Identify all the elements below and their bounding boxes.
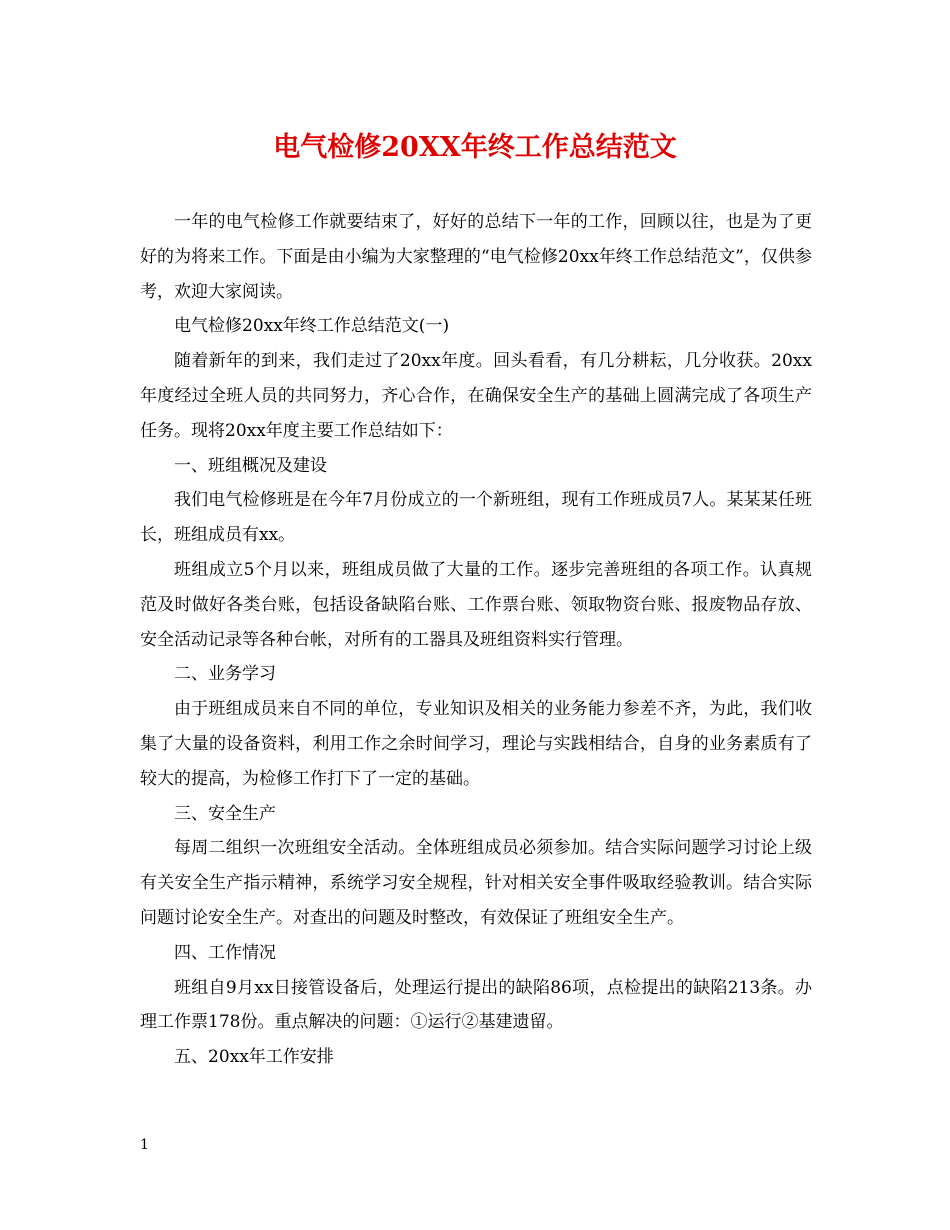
document-body <box>140 205 812 1075</box>
section-heading-work-plan: 五、20xx年工作安排 <box>174 1047 334 1068</box>
section-heading-professional-learning: 二、业务学习 <box>174 664 276 685</box>
professional-learning-paragraph: 由于班组成员来自不同的单位，专业知识及相关的业务能力参差不齐，为此，我们收集了大量的设备资料，利用工作之余时间学习，理论与实践相结合，自身的业务素质有了较大的提高，为检修工作打下了一定的基础。 <box>140 699 812 789</box>
work-status-paragraph: 班组自9月xx日接管设备后，处理运行提出的缺陷86项，点检提出的缺陷213条。办理工作票178份。重点解决的问题：①运行②基建遗留。 <box>140 977 812 1033</box>
section-heading-team-overview: 一、班组概况及建设 <box>174 455 327 476</box>
team-overview-paragraph: 我们电气检修班是在今年7月份成立的一个新班组，现有工作班成员7人。某某某任班长，班组成员有xx。 <box>140 490 812 546</box>
section-heading-work-status: 四、工作情况 <box>174 942 276 963</box>
document-title: 电气检修20XX年终工作总结范文 <box>273 132 677 163</box>
section-heading-safety-production: 三、安全生产 <box>174 803 276 824</box>
page-number: 1 <box>140 1137 149 1153</box>
overview-paragraph: 随着新年的到来，我们走过了20xx年度。回头看看，有几分耕耘，几分收获。20xx年度经过全班人员的共同努力，齐心合作，在确保安全生产的基础上圆满完成了各项生产任务。现将20xx年度主要工作总结如下： <box>140 351 812 441</box>
safety-production-paragraph: 每周二组织一次班组安全活动。全体班组成员必须参加。结合实际问题学习讨论上级有关安全生产指示精神，系统学习安全规程，针对相关安全事件吸取经验教训。结合实际问题讨论安全生产。对查出的问题及时整改，有效保证了班组安全生产。 <box>140 838 812 928</box>
intro-paragraph: 一年的电气检修工作就要结束了，好好的总结下一年的工作，回顾以往，也是为了更好的为将来工作。下面是由小编为大家整理的“电气检修20xx年终工作总结范文”，仅供参考，欢迎大家阅读。 <box>140 212 812 302</box>
section-heading-sample-one: 电气检修20xx年终工作总结范文(一) <box>174 316 450 337</box>
team-building-paragraph: 班组成立5个月以来，班组成员做了大量的工作。逐步完善班组的各项工作。认真规范及时做好各类台账，包括设备缺陷台账、工作票台账、领取物资台账、报废物品存放、安全活动记录等各种台帐，对所有的工器具及班组资料实行管理。 <box>140 559 812 650</box>
